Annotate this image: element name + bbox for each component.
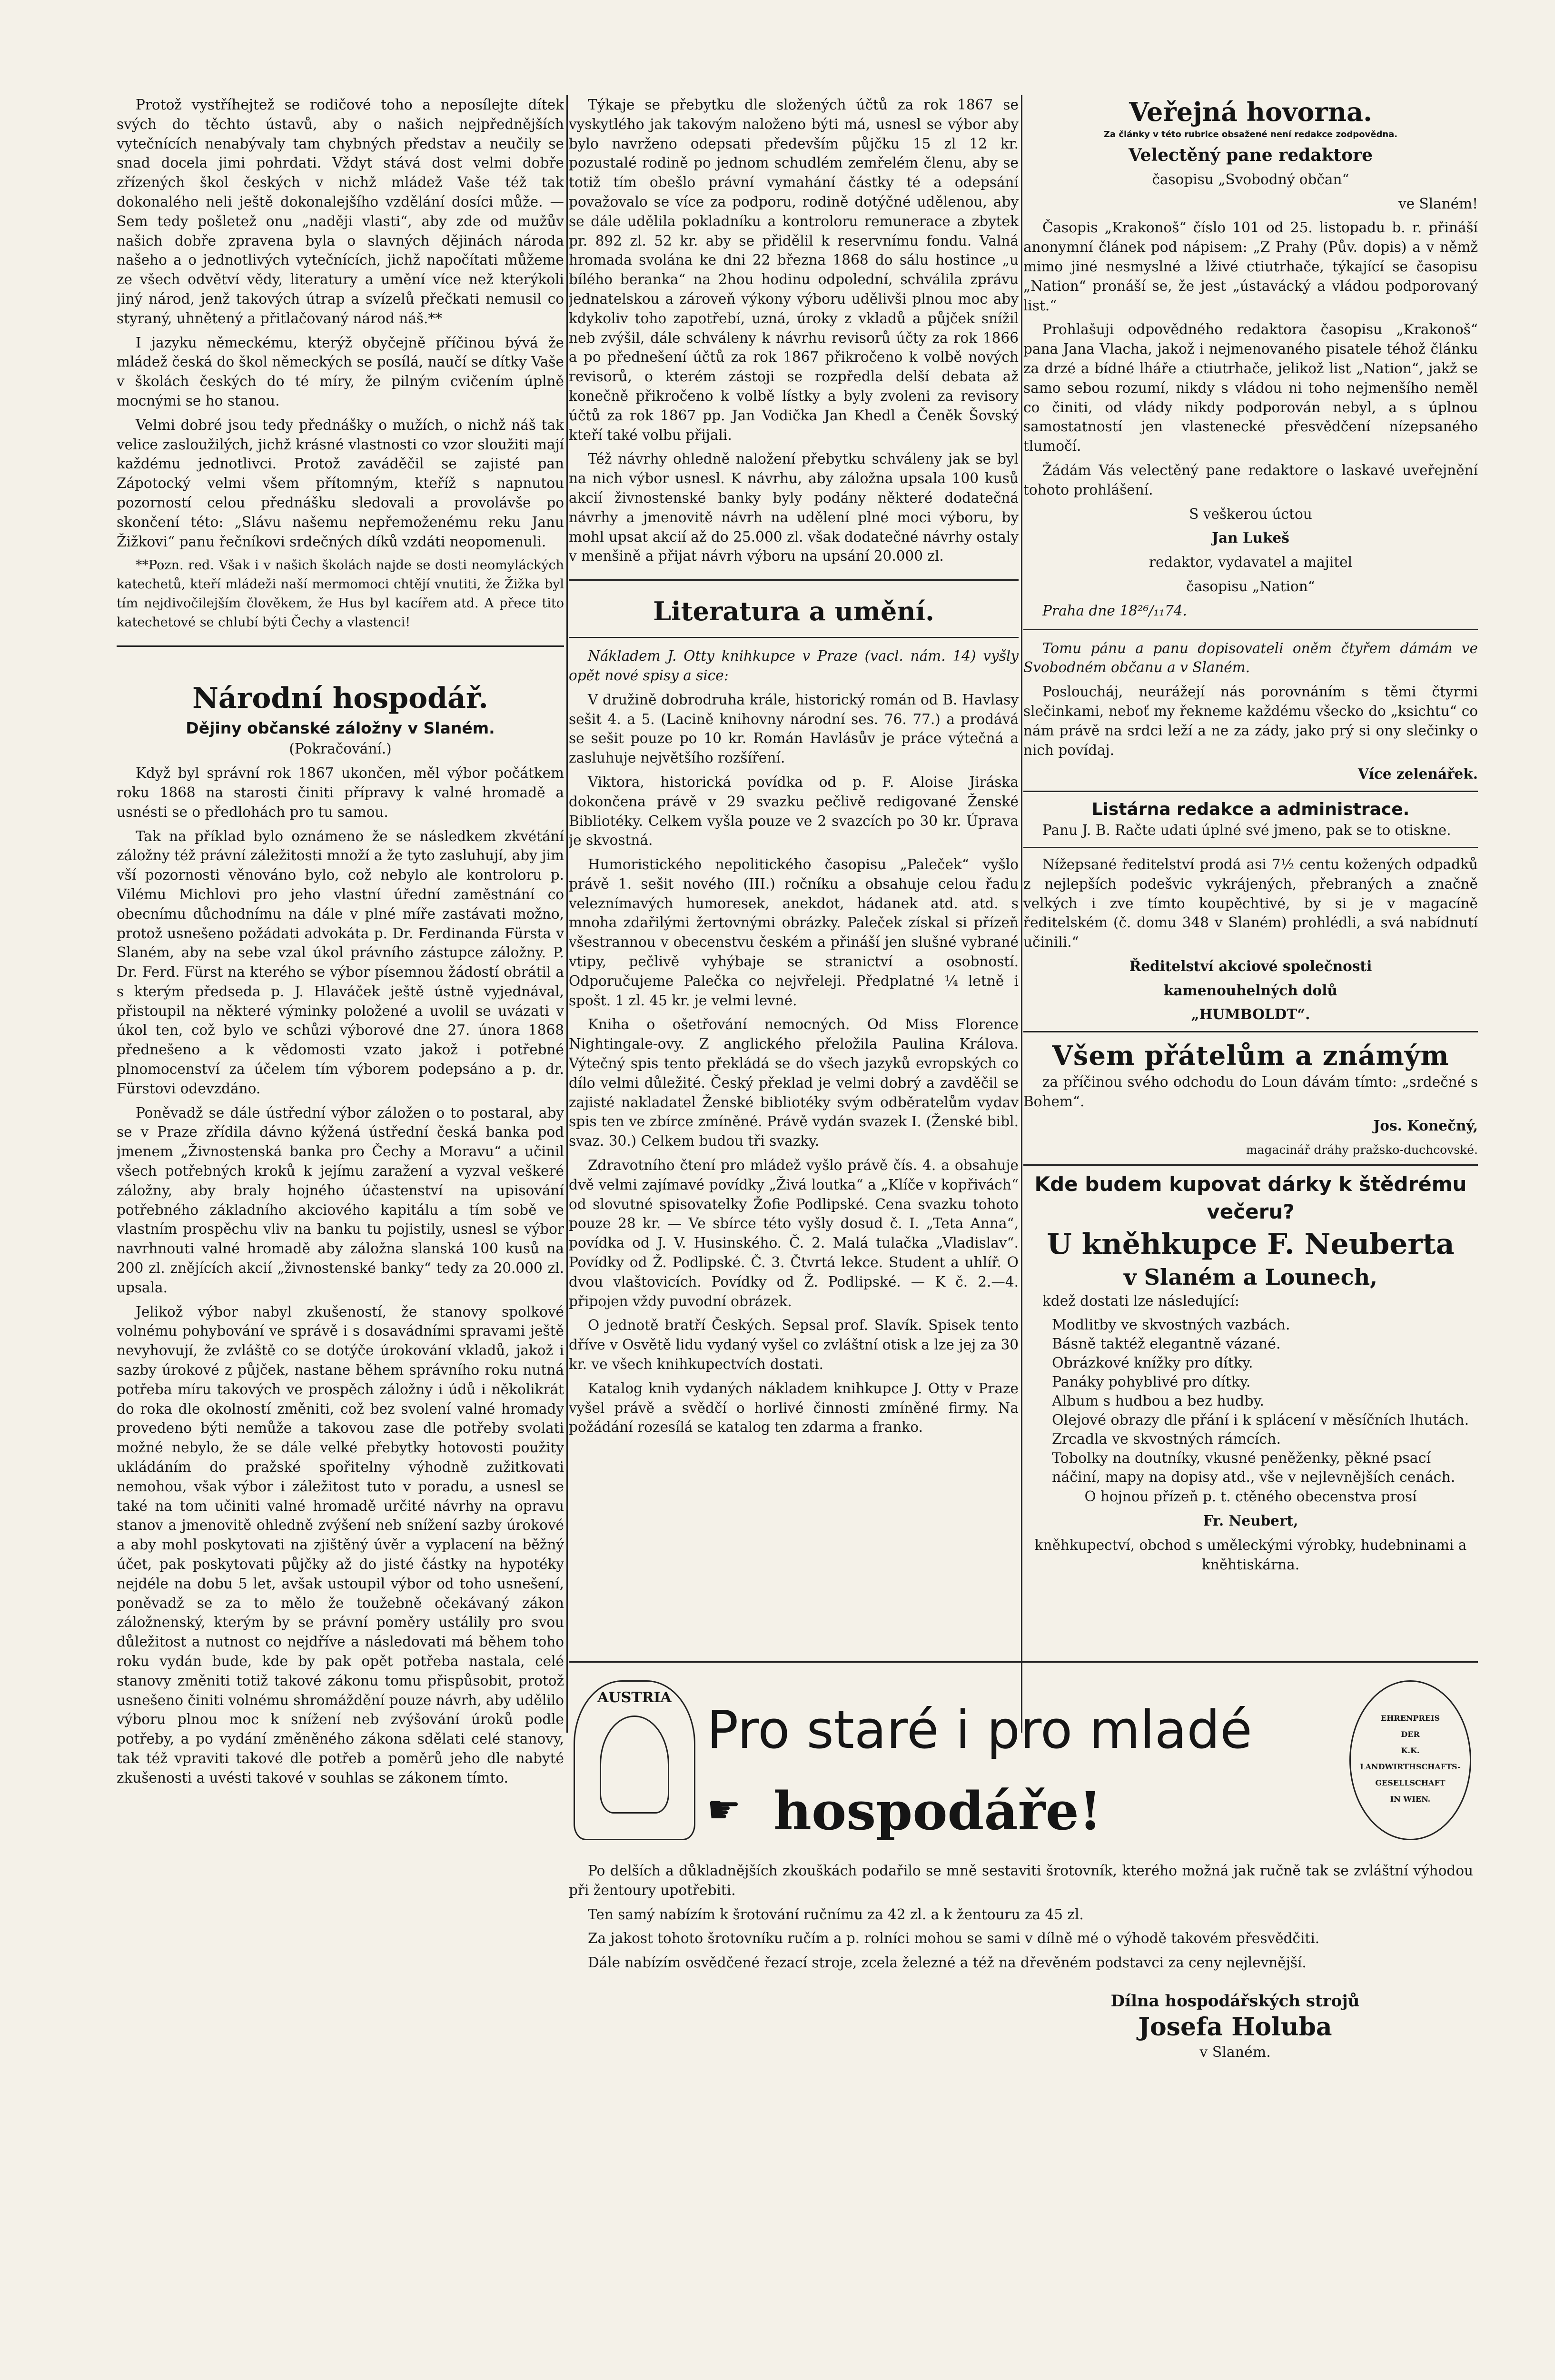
paragraph: Za jakost tohoto šrotovníku ručím a p. rolníci mohou se sami v dílně mé o výhodě takovém přesvědčiti. [588,1930,1320,1947]
list-item: Obrázkové knížky pro dítky. [1052,1355,1253,1372]
disclaimer: Za články v této rubrice obsažené není redakce zodpovědna. [1103,129,1398,139]
list-item: Modlitby ve skvostných vazbách. [1052,1317,1290,1334]
paragraph: Ten samý nabízím k šrotování ručnímu za 42 zl. a k žentouru za 45 zl. [588,1906,1084,1923]
salutation: ve Slaném! [1398,195,1478,212]
signature-line: S veškerou úctou [1189,506,1312,522]
ad-signature: magacinář dráhy pražsko-duchcovské. [1246,1142,1478,1157]
emblem-text: DER [1401,1730,1420,1739]
emblem-text: IN WIEN. [1390,1795,1431,1804]
ad-headline: Všem přátelům a známým [1052,1040,1449,1072]
column-left [117,95,564,2332]
advertisement: Nížepsané ředitelství prodá asi 7½ centu kožených odpadků z nejlepších podešvic vykrájených, přebraných a značně velkých i zve tímto koupěchtivé, by si je v magacíně ředitelském (č. domu 348 v Slaném) prohlédli, a svá nabídnutí učinili.“ [1023,856,1478,951]
paragraph: Humoristického nepolitického časopisu „Paleček“ vyšlo právě 1. sešit nového (III.) ročníku a obsahuje celou řadu veleznímavých humoresek, anekdot, hádanek atd. atd. s mnoha zdařilými žertovnými obrázky. Paleček získal si přízeň všestrannou v obecenstvu českém a přináší jen slušné vybrané vtipy, pečlivě vyhýbaje se stranictví a osobností. Odporučujeme Palečka co nejvřeleji. Předplatné ¼ letně i spošt. 1 zl. 45 kr. je velmi levné. [569,856,1019,1009]
signature-name: Jan Lukeš [1212,529,1289,546]
section-divider [1023,847,1478,848]
list-item: Panáky pohyblivé pro dítky. [1052,1374,1251,1391]
hand-pointer-icon: ☛ [707,1787,741,1832]
section-divider [569,579,1019,581]
list-item: Básně taktéž elegantně vázané. [1052,1336,1281,1353]
divider [1023,629,1478,630]
column-divider [1021,95,1022,1733]
list-item: Olejové obrazy dle přání i k splácení v měsíčních lhutách. [1052,1412,1469,1429]
ad-signature: Fr. Neubert, [1203,1512,1298,1529]
list-item: Album s hudbou a bez hudby. [1052,1393,1264,1410]
paragraph: Časopis „Krakonoš“ číslo 101 od 25. listopadu b. r. přináší anonymní článek pod nápisem: „Z Prahy (Pův. dopis) a v němž mimo jiné nesmyslné a lživé ctiutrhače, týkající se časopisu „Nation“ pronáší se, že jest „ústavácký a vládou podporovaný list.“ [1023,219,1478,314]
austria-emblem [574,1680,695,1840]
ad-headline: v Slaném a Lounech, [1123,1264,1378,1290]
paragraph: Jelikož výbor nabyl zkušeností, že stanovy spolkové volnému pohybování ve správě i s dosavádními spravami ještě nevyhovují, že zvláště co se dotýče úrokování vkladů, jakož i sazby úrokové z půjček, nastane během správního roku nutná potřeba míru takových ve prospěch záložny i údů i několikrát do roka dle okolností změniti, což bez svolení valné hromady provedeno býti nemůže a takovou zase dle potřeby svolati možné nebylo, že se dále velké přebytky hotovosti použity ukládáním do pražské spořitelny výhodně zužitkovati nemohou, však výbor i záležitost tuto v poradu, a usnesl se také na tom učiniti valné hromadě určité návrhy na opravu stanov a jmenovitě ohledně zvýšení neb snížení sazby úrokové a aby mohl poskytovati na zjištěný úvěr a vyplacení na běžný účet, pak poskytovati půjčky až do jisté částky na hypotéky nejdéle na dobu 5 let, avšak ustoupil výbor od toho usnešení, poněvadž se za to mělo že toužebně očekávaný zákon záložnenský, kterým by se právní poměry ustálily pro svou důležitost a nutnost co nejdříve a následovati má během toho roku vydán bude, kde by pak opět potřeba nastala, celé stanovy změniti totiž takové zákonu tomu přispůsobit, protož usnešeno činiti volnému shromáždění pouze návrh, aby udělilo výboru plnou moc k snížení neb zvýšování úroků podle potřeby, a po vydání změněného zákona sdělati celé stanovy, tak též vpraviti takové dle potřeb a poměrů jeho dle nabyté zkušenosti a uvésti takové v souhlas se zákonem tímto. [117,1303,564,1786]
ad-signature: kněhkupectví, obchod s uměleckými výrobky, hudebninami a kněhtiskárna. [1034,1537,1467,1573]
paragraph: Tak na příklad bylo oznámeno že se následkem zkvétání záložny též právní záležitosti množí a že tyto zasluhují, aby jim vší pozornosti věnováno bylo, což nebylo ale kontroloru p. Vilému Michlovi pro jeho vlastní úřední zaměstnání co obecnímu důchodnímu na dále v plné míře zastávati možno, protož usnešeno požádati advokáta p. Dr. Ferdinanda Fürsta v Slaném, aby na sebe vzal úkol právního zástupce záložny. P. Dr. Ferd. Fürst na kterého se výbor písemnou žádostí obrátil a s kterým předseda p. J. Hlaváček ještě ústně vyjednával, přistoupil na některé výminky položené a uvolil se uvázati v úkol ten, což bylo ve schůzi výborové dne 27. února 1868 přednešeno a k vědomosti vzato jakož i potřebné plnomocenství za účelem tím výborem podepsáno a p. dr. Fürstovi odevzdáno. [117,828,564,1097]
ad-headline: Kde budem kupovat dárky k štědrému večeru? [1034,1172,1467,1224]
paragraph: O hojnou přízeň p. t. ctěného obecenstva prosí [1084,1488,1417,1505]
prize-emblem [1349,1680,1471,1840]
paragraph: Žádám Vás velectěný pane redaktore o laskavé uveřejnění tohoto prohlášení. [1023,462,1478,498]
column-middle [569,95,1019,1742]
section-divider [569,1661,1478,1663]
advertisement: za příčinou svého odchodu do Loun dávám tímto: „srdečné s Bohem“. [1023,1074,1478,1110]
paragraph: Dále nabízím osvědčené řezací stroje, zcela železné a též na dřevěném podstavci za ceny nejlevnější. [588,1954,1307,1971]
article-title: Dějiny občanské záložny v Slaném. [186,719,495,738]
paragraph: I jazyku německému, kterýž obyčejně příčinou bývá že mládež česká do škol německých se posílá, naučí se dítky Vaše v školách českých do té míry, že pilným cvičením úplně mocnými se ho stanou. [117,334,564,409]
paragraph: O jednotě bratří Českých. Sepsal prof. Slavík. Spisek tento dříve v Osvětě lidu vydaný vyšel co zvláštní otisk a lze jej za 30 kr. ve všech knihkupectvích dostati. [569,1317,1019,1373]
list-item: Tobolky na doutníky, vkusné peněženky, pěkné psací náčiní, mapy na dopisy atd., vše v nejlevnějších cenách. [1052,1450,1456,1486]
signature-line: časopisu „Nation“ [1186,578,1315,595]
signature-line: Více zelenářek. [1357,765,1478,783]
section-divider [117,645,564,647]
ad-title-block [707,1690,1326,1852]
ad-signature: Ředitelství akciové společnosti [1129,957,1372,974]
bottom-advertisement [569,1661,1478,2366]
emblem-text: GESELLSCHAFT [1375,1778,1446,1787]
paragraph: Protož vystříhejtež se rodičové toho a neposílejte dítek svých do těchto ústavů, aby o našich nejpřednějších vytečnících nenabývaly tam chybných představ a neučily se snad docela jimi pohrdati. Vždyt stává dost velmi dobře zřízených škol českých v nichž mládež Vaše též tak dokonalého neli ještě dokonalejšího vzdělání dosíci může. — Sem tedy pošletež onu „naději vlasti“, aby zde od mužův našich dobře zpravena byla o slavných dějinách národa našeho a o jednotlivých vytečnících, jichž napočítati můžeme ze všech odvětví vědy, literatury a umění více než kterýkoli jiný národ, jenž takových útrap a svízelů přečkati nemusil co styraný, uhnětený a přitlačovaný národ náš.** [117,97,564,327]
salutation: Velectěný pane redaktore [1128,145,1373,165]
ad-signature: kamenouhelných dolů [1164,982,1337,999]
paragraph: Kniha o ošetřování nemocných. Od Miss Florence Nightingale-ovy. Z anglického přeložila Paulina Králova. Výtečný spis tento překládá se do všech jazyků evropských co dílo velmi důležité. Český překlad je velmi dobrý a zavděčil se zajisté nakladatel Ženské bibliotéky svým odběratelům vydav spis ten ve zbírce zmíněné. Právě vydán svazek I. (Ženské bibl. svaz. 30.) Celkem budou tři svazky. [569,1016,1019,1150]
section-divider [1023,1031,1478,1032]
paragraph: Též návrhy ohledně naložení přebytku schváleny jak se byl na nich výbor usnesl. K návrhu, aby záložna upsala 100 kusů akcií živnostenské banky byly podány některé dodatečná návrhy a jmenovitě návrh na udělení plné moci výboru, by mohl upsat akcií až do 25.000 zl. však dodatečné návrhy ostaly v menšině a přijat návrh výboru na upsání 20.000 zl. [569,451,1019,565]
paragraph: Týkaje se přebytku dle složených účtů za rok 1867 se vyskytlého jak takovým naloženo býti má, usnesl se výbor aby bylo navrženo odepsati především půjčku 15 zl 12 kr. pozustalé rodině po jednom schudlém zemřelém členu, aby se totiž tím obešlo právní vymahání částky té a odepsání považovalo se více za podporu, rodině dotýčné udělenou, aby se dále udělila pokladníku a kontroloru remunerace a zbytek pr. 892 zl. 52 kr. aby se přidělil k reservnímu fondu. Valná hromada svolána ke dni 22 března 1868 do sálu hostince „u bílého beranka“ na 2hou hodinu odpolední, schválila zprávu jednatelskou a zároveň výkony výboru udělivši plnou moc aby kdykoliv toho zapotřebí, uzná, úroky z vkladů a půjček snížil neb zvýšil, dále schváleny k návrhu revisorů účty za rok 1866 a po přednešení účtů za rok 1867 přikročeno k volbě nových revisorů, o kterém zástoji se rozpředla delší debata až konečně přikročeno k volbě lístky a byly zvoleni za revisory účtů za rok 1867 pp. Jan Vodička Jan Khedl a Čeněk Šovský kteří také volbu přijali. [569,97,1019,443]
section-title: Listárna redakce a administrace. [1091,800,1410,820]
divider [569,637,1019,638]
continuation-note: (Pokračování.) [289,741,392,757]
paragraph: Panu J. B. Račte udati úplné své jmeno, pak se to otiskne. [1042,822,1451,839]
paragraph: Prohlašuji odpovědného redaktora časopisu „Krakonoš“ pana Jana Vlacha, jakož i nejmenovaného pisatele téhož článku za drzé a bídné lháře a ctiutrhače, jelikož list „Nation“, jakž se samo sebou rozumí, nikdy s vládou ni toho nejmenšího neměl co činiti, od vlády nikdy podporován nebyl, a s úplnou samostatností jen vlastenecké přesvědčení nízepsaného tlumočí. [1023,321,1478,455]
paragraph: Po delších a důkladnějších zkouškách podařilo se mně sestaviti šrotovník, kterého možná jak ručně tak se zvláštní výhodou při žentoury upotřebiti. [569,1863,1473,1898]
salutation: časopisu „Svobodný občan“ [1152,171,1349,188]
paragraph: Nákladem J. Otty knihkupce v Praze (vacl. nám. 14) vyšly opět nové spisy a sice: [569,648,1019,684]
paragraph: Velmi dobré jsou tedy přednášky o mužích, o nichž náš tak velice zasloužilých, jichž krásné vlastnosti co vzor sloužiti mají každému jednotlivci. Protož zaváděčil se zajisté pan Zápotocký velmi všem přítomným, kteříž s napnutou pozorností celou přednášku sledovali a provolávše po skončení této: „Slávu našemu nepřemoženému reku Janu Žižkovi“ panu řečníkovi srdečných díků vzdáti neopomenuli. [117,416,564,550]
editor-note: **Pozn. red. Však i v našich školách najde se dosti neomyláckých katechetů, kteří mládeži naší mermomoci chtějí vnutiti, že Žižka byl tím nejdivočilejším člověkem, že Hus byl kacířem atd. A přece tito katechetové se chlubí býti Čechy a vlastenci! [117,558,564,630]
paragraph: V družině dobrodruha krále, historický román od B. Havlasy sešit 4. a 5. (Lacině knihovny národní ses. 76. 77.) a prodává se sešit pouze po 10 kr. Román Havlásův je práce výtečná a zasluhuje největšího rozšíření. [569,691,1019,766]
ad-signature: Dílna hospodářských strojů [1110,1991,1360,2011]
column-right [1023,95,1478,1714]
paragraph: Viktora, historická povídka od p. F. Aloise Jiráska dokončena právě v 29 svazku pečlivě redigované Ženské Bibliotéky. Celkem vyšla pouze ve 2 svazcích po 30 kr. Úprava je skvostná. [569,774,1019,849]
paragraph: Když byl správní rok 1867 ukončen, měl výbor počátkem roku 1868 na starosti činiti přípravy k valné hromadě a usnésti se o předlohách pro tu samou. [117,765,564,820]
signature-line: redaktor, vydavatel a majitel [1149,554,1353,571]
list-item: Zrcadla ve skvostných rámcích. [1052,1431,1281,1448]
ad-signature: Josefa Holuba [1138,2012,1332,2042]
emblem-text: EHRENPREIS [1381,1714,1440,1723]
ad-item-list [1023,1316,1478,1487]
emblem-text: K.K. LANDWIRTHSCHAFTS- [1360,1746,1461,1771]
paragraph: Posloucháj, neurážejí nás porovnáním s těmi čtyrmi slečinkami, neboť my řekneme každému všecko do „ksichtu“ co nám právě na srdci leží a ne za zády, jako prý si ony slečinky o nich povídaj. [1023,684,1478,758]
ad-body [569,1861,1473,2061]
seal-icon [600,1716,669,1814]
paragraph: Poněvadž se dále ústřední výbor záložen o to postaral, aby se v Praze zřídila dávno kýžená ústřední česká banka pod jmenem „Živnostenská banka pro Čechy a Moravu“ a učinil všech potřebných kroků k jejímu zaražení a vyzval veškeré záložny, aby braly hojného účastenství na upisování potřebného základního akciového kapitálu a tím sobě ve vlastním prospěchu vliv na banku tu pojistily, usnesl se výbor navrhnouti valné hromadě aby záložna slanská 100 kusů na 200 zl. znějících akcií „živnostenské banky“ tedy za 20.000 zl. upsala. [117,1104,564,1296]
paragraph: Tomu pánu a panu dopisovateli oněm čtyřem dámám ve Svobodném občanu a v Slaném. [1023,640,1478,676]
ad-signature: „HUMBOLDT“. [1191,1006,1310,1023]
section-title: Veřejná hovorna. [1129,97,1372,127]
paragraph: kdež dostati lze následující: [1042,1293,1239,1309]
paragraph: Zdravotního čtení pro mládež vyšlo právě čís. 4. a obsahuje dvě velmi zajímavé povídky „Živá loutka“ a „Klíče v kopřivách“ od slovutné spisovatelky Žofie Podlipské. Cena svazku tohoto pouze 28 kr. — Ve sbírce této vyšly dosud č. I. „Teta Anna“, povídka od J. V. Husinského. Č. 2. Malá tulačka „Vladislav“. Povídky od Ž. Podlipské. Č. 3. Čtvrtá lekce. Student a uhlíř. O dvou vlaštovicích. Povídky od Ž. Podlipské. — K č. 2.—4. připojen vždy puvodní obrázek. [569,1157,1019,1309]
ad-signature: v Slaném. [1199,2043,1271,2061]
section-title: Literatura a umění. [653,596,934,627]
paragraph: Katalog knih vydaných nákladem knihkupce J. Otty v Praze vyšel právě a svědčí o horlivé činnosti zmíněné firmy. Na požádání rozesílá se katalog ten zdarma a franko. [569,1380,1019,1436]
dateline: Praha dne 18²⁶/₁₁74. [1042,602,1187,619]
ad-signature-block [1069,1992,1402,2061]
ad-headline: Pro staré i pro mladé [707,1699,1252,1760]
ad-signature: Jos. Konečný, [1373,1117,1478,1134]
column-divider [566,95,568,1733]
ad-headline: hospodáře! [773,1780,1102,1842]
section-divider [1023,791,1478,792]
ad-headline: U kněhkupce F. Neuberta [1047,1228,1455,1261]
section-title: Národní hospodář. [192,682,488,715]
emblem-text: AUSTRIA [597,1689,672,1706]
section-divider [1023,1164,1478,1166]
